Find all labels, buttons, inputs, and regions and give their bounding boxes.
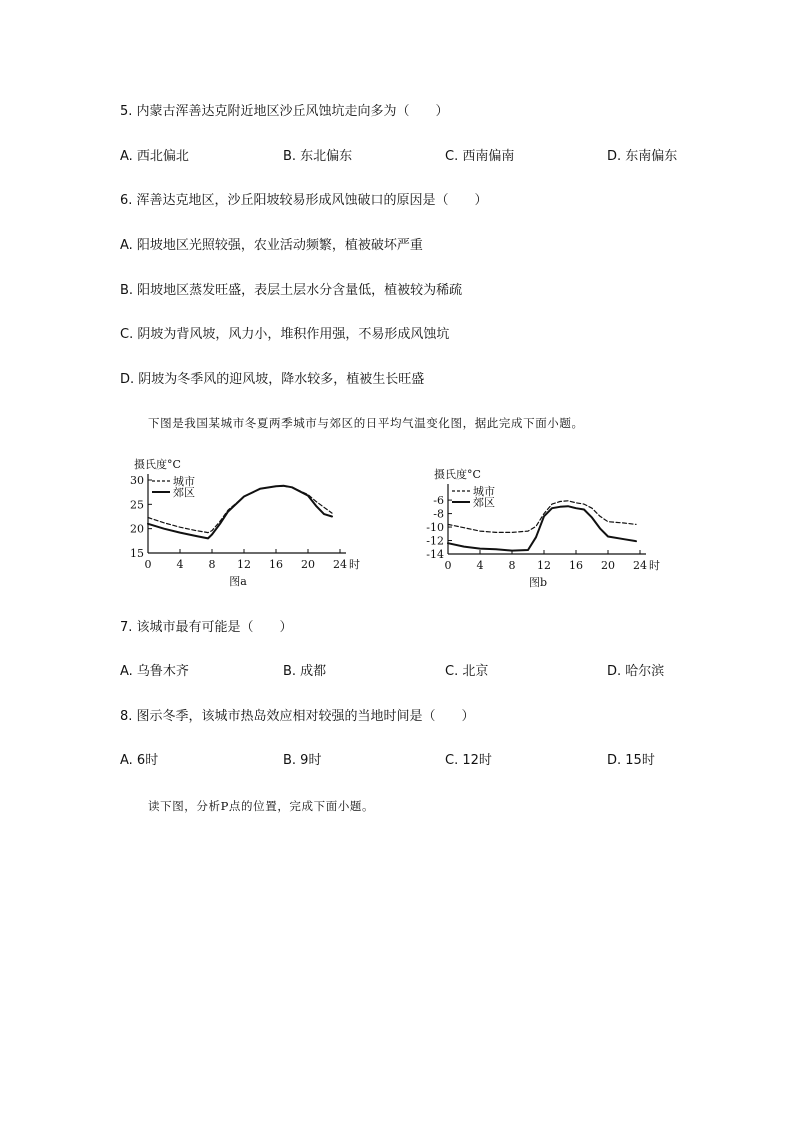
chart-a-xunit: 时 (349, 558, 360, 571)
chart-a-ytick-label: 25 (130, 498, 144, 512)
q7-option-b: B. 成都 (283, 664, 327, 679)
chart-b-xtick-label: 16 (569, 559, 583, 572)
chart-b-ytick-label: -6 (433, 494, 444, 508)
chart-a-xtick-label: 24 (333, 558, 347, 571)
chart-b-ytick-label: -10 (426, 521, 444, 535)
chart-a (118, 450, 388, 595)
chart-a-xtick-label: 4 (176, 558, 184, 571)
chart-intro: 下图是我国某城市冬夏两季城市与郊区的日平均气温变化图，据此完成下面小题。 (148, 416, 584, 430)
chart-a-xtick-label: 8 (208, 558, 216, 571)
chart-b-caption: 图b (528, 576, 548, 589)
chart-b-legend-label: 城市 (473, 485, 495, 498)
q8-option-b: B. 9时 (283, 753, 322, 768)
q8-stem: 8. 图示冬季，该城市热岛效应相对较强的当地时间是（ ） (120, 709, 475, 724)
q7-stem: 7. 该城市最有可能是（ ） (120, 620, 293, 635)
chart-a-caption: 图a (229, 575, 247, 588)
chart-a-ytick-label: 15 (130, 547, 144, 560)
chart-a-ytick-label: 20 (130, 522, 144, 536)
chart-b-xunit: 时 (649, 559, 660, 572)
chart-b-series-suburb-line (448, 506, 636, 550)
q5-option-c: C. 西南偏南 (445, 149, 515, 164)
chart-b-ytick-label: -8 (433, 507, 444, 521)
chart-a-ylabel: 摄氏度°C (134, 458, 181, 471)
q8-option-a: A. 6时 (120, 753, 159, 768)
chart-b-xtick-label: 8 (508, 559, 516, 572)
chart-b-xtick-label: 0 (444, 559, 452, 572)
q5-option-d: D. 东南偏东 (607, 149, 678, 164)
chart-a-xtick-label: 20 (301, 558, 315, 571)
chart-a-ytick-label: 30 (130, 474, 144, 487)
q5-option-a: A. 西北偏北 (120, 149, 189, 164)
q6-option-b: B. 阳坡地区蒸发旺盛，表层土层水分含量低，植被较为稀疏 (120, 283, 463, 298)
q7-option-c: C. 北京 (445, 664, 489, 679)
chart-b-xtick-label: 12 (537, 559, 551, 572)
q5-stem: 5. 内蒙古浑善达克附近地区沙丘风蚀坑走向多为（ ） (120, 104, 449, 119)
map-intro: 读下图，分析P点的位置，完成下面小题。 (148, 799, 375, 813)
chart-b-legend-label: 郊区 (473, 496, 495, 509)
chart-b (420, 430, 690, 595)
chart-a-xtick-label: 0 (144, 558, 152, 571)
q7-option-a: A. 乌鲁木齐 (120, 664, 189, 679)
chart-a-legend-label: 郊区 (173, 486, 195, 499)
chart-b-xtick-label: 4 (476, 559, 484, 572)
chart-a-legend-label: 城市 (173, 475, 195, 488)
q6-stem: 6. 浑善达克地区，沙丘阳坡较易形成风蚀破口的原因是（ ） (120, 193, 488, 208)
chart-b-xtick-label: 20 (601, 559, 615, 572)
chart-b-xtick-label: 24 (633, 559, 647, 572)
chart-b-ytick-label: -14 (426, 548, 444, 561)
q8-option-d: D. 15时 (607, 753, 655, 768)
q6-option-a: A. 阳坡地区光照较强，农业活动频繁，植被破坏严重 (120, 238, 423, 253)
q8-option-c: C. 12时 (445, 753, 492, 768)
q6-option-c: C. 阴坡为背风坡，风力小，堆积作用强，不易形成风蚀坑 (120, 327, 450, 342)
q5-option-b: B. 东北偏东 (283, 149, 353, 164)
chart-b-ylabel: 摄氏度°C (434, 468, 481, 481)
q7-option-d: D. 哈尔滨 (607, 664, 665, 679)
chart-b-ytick-label: -12 (426, 534, 444, 548)
chart-a-xtick-label: 16 (269, 558, 283, 571)
chart-a-xtick-label: 12 (237, 558, 251, 571)
q6-option-d: D. 阴坡为冬季风的迎风坡，降水较多，植被生长旺盛 (120, 372, 425, 387)
